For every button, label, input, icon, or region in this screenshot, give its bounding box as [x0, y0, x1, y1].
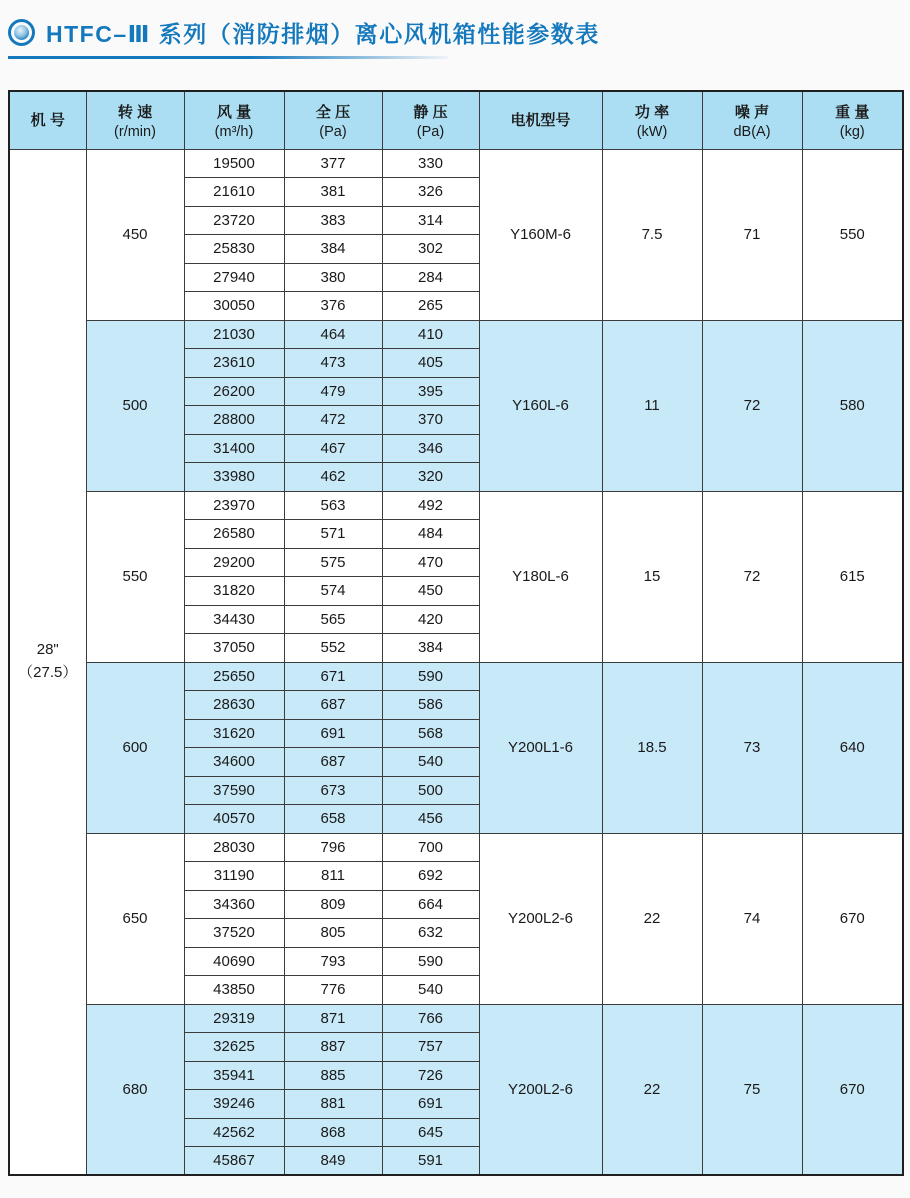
cell-total-pressure: 871 — [284, 1004, 382, 1033]
cell-motor-model: Y200L2-6 — [479, 1004, 602, 1175]
cell-motor-model: Y200L1-6 — [479, 662, 602, 833]
cell-flow: 42562 — [184, 1118, 284, 1147]
cell-flow: 29319 — [184, 1004, 284, 1033]
cell-static-pressure: 484 — [382, 520, 479, 549]
cell-static-pressure: 500 — [382, 776, 479, 805]
cell-noise: 72 — [702, 491, 802, 662]
cell-flow: 23970 — [184, 491, 284, 520]
cell-noise: 73 — [702, 662, 802, 833]
cell-power: 22 — [602, 1004, 702, 1175]
cell-static-pressure: 405 — [382, 349, 479, 378]
cell-static-pressure: 632 — [382, 919, 479, 948]
cell-noise: 72 — [702, 320, 802, 491]
cell-weight: 670 — [802, 1004, 903, 1175]
bullseye-icon — [8, 19, 35, 46]
cell-flow: 25830 — [184, 235, 284, 264]
cell-power: 15 — [602, 491, 702, 662]
cell-speed: 680 — [86, 1004, 184, 1175]
cell-flow: 21610 — [184, 178, 284, 207]
cell-total-pressure: 574 — [284, 577, 382, 606]
cell-flow: 34600 — [184, 748, 284, 777]
cell-weight: 670 — [802, 833, 903, 1004]
table-row — [9, 149, 903, 178]
cell-static-pressure: 590 — [382, 662, 479, 691]
cell-static-pressure: 370 — [382, 406, 479, 435]
cell-static-pressure: 384 — [382, 634, 479, 663]
cell-static-pressure: 700 — [382, 833, 479, 862]
cell-static-pressure: 395 — [382, 377, 479, 406]
cell-total-pressure: 381 — [284, 178, 382, 207]
cell-flow: 28800 — [184, 406, 284, 435]
cell-power: 22 — [602, 833, 702, 1004]
cell-total-pressure: 796 — [284, 833, 382, 862]
cell-total-pressure: 563 — [284, 491, 382, 520]
cell-total-pressure: 887 — [284, 1033, 382, 1062]
cell-flow: 19500 — [184, 149, 284, 178]
table-header-row — [9, 91, 903, 149]
cell-noise: 74 — [702, 833, 802, 1004]
cell-flow: 30050 — [184, 292, 284, 321]
cell-static-pressure: 284 — [382, 263, 479, 292]
cell-flow: 40570 — [184, 805, 284, 834]
cell-speed: 450 — [86, 149, 184, 320]
cell-static-pressure: 766 — [382, 1004, 479, 1033]
cell-power: 18.5 — [602, 662, 702, 833]
cell-total-pressure: 575 — [284, 548, 382, 577]
cell-flow: 33980 — [184, 463, 284, 492]
cell-static-pressure: 265 — [382, 292, 479, 321]
cell-total-pressure: 565 — [284, 605, 382, 634]
cell-noise: 71 — [702, 149, 802, 320]
cell-static-pressure: 645 — [382, 1118, 479, 1147]
cell-total-pressure: 462 — [284, 463, 382, 492]
cell-weight: 580 — [802, 320, 903, 491]
cell-flow: 34360 — [184, 890, 284, 919]
cell-total-pressure: 811 — [284, 862, 382, 891]
page-header — [0, 0, 910, 59]
cell-total-pressure: 881 — [284, 1090, 382, 1119]
cell-total-pressure: 868 — [284, 1118, 382, 1147]
cell-static-pressure: 540 — [382, 748, 479, 777]
cell-noise: 75 — [702, 1004, 802, 1175]
cell-weight: 615 — [802, 491, 903, 662]
cell-total-pressure: 793 — [284, 947, 382, 976]
cell-flow: 34430 — [184, 605, 284, 634]
cell-total-pressure: 467 — [284, 434, 382, 463]
cell-flow: 35941 — [184, 1061, 284, 1090]
cell-speed: 600 — [86, 662, 184, 833]
cell-static-pressure: 586 — [382, 691, 479, 720]
table-row — [9, 320, 903, 349]
cell-total-pressure: 464 — [284, 320, 382, 349]
cell-flow: 25650 — [184, 662, 284, 691]
cell-speed: 500 — [86, 320, 184, 491]
cell-total-pressure: 671 — [284, 662, 382, 691]
cell-total-pressure: 472 — [284, 406, 382, 435]
cell-total-pressure: 552 — [284, 634, 382, 663]
bullseye-icon-center — [14, 25, 29, 40]
table-row — [9, 491, 903, 520]
cell-total-pressure: 376 — [284, 292, 382, 321]
cell-static-pressure: 456 — [382, 805, 479, 834]
cell-flow: 31620 — [184, 719, 284, 748]
table-row — [9, 1004, 903, 1033]
cell-flow: 26200 — [184, 377, 284, 406]
cell-static-pressure: 726 — [382, 1061, 479, 1090]
cell-total-pressure: 377 — [284, 149, 382, 178]
cell-total-pressure: 571 — [284, 520, 382, 549]
cell-flow: 31820 — [184, 577, 284, 606]
cell-flow: 31400 — [184, 434, 284, 463]
cell-machine-number: 28" （27.5） — [9, 149, 86, 1175]
table-row — [9, 662, 903, 691]
cell-total-pressure: 809 — [284, 890, 382, 919]
cell-static-pressure: 326 — [382, 178, 479, 207]
page-title: HTFC–Ⅲ 系列（消防排烟）离心风机箱性能参数表 — [46, 21, 600, 47]
cell-flow: 37590 — [184, 776, 284, 805]
cell-static-pressure: 691 — [382, 1090, 479, 1119]
cell-total-pressure: 479 — [284, 377, 382, 406]
cell-flow: 26580 — [184, 520, 284, 549]
cell-flow: 40690 — [184, 947, 284, 976]
header-power: 功 率 (kW) — [602, 91, 702, 149]
cell-static-pressure: 450 — [382, 577, 479, 606]
header-machine-number: 机 号 — [9, 91, 86, 149]
cell-total-pressure: 885 — [284, 1061, 382, 1090]
cell-static-pressure: 410 — [382, 320, 479, 349]
cell-total-pressure: 776 — [284, 976, 382, 1005]
cell-motor-model: Y200L2-6 — [479, 833, 602, 1004]
cell-total-pressure: 473 — [284, 349, 382, 378]
cell-static-pressure: 330 — [382, 149, 479, 178]
cell-static-pressure: 692 — [382, 862, 479, 891]
cell-flow: 43850 — [184, 976, 284, 1005]
cell-static-pressure: 320 — [382, 463, 479, 492]
cell-static-pressure: 492 — [382, 491, 479, 520]
cell-total-pressure: 384 — [284, 235, 382, 264]
cell-total-pressure: 687 — [284, 748, 382, 777]
cell-total-pressure: 849 — [284, 1147, 382, 1176]
cell-static-pressure: 757 — [382, 1033, 479, 1062]
performance-table — [8, 90, 904, 1176]
cell-static-pressure: 540 — [382, 976, 479, 1005]
cell-flow: 45867 — [184, 1147, 284, 1176]
cell-motor-model: Y160L-6 — [479, 320, 602, 491]
table-row — [9, 833, 903, 862]
cell-total-pressure: 658 — [284, 805, 382, 834]
cell-static-pressure: 470 — [382, 548, 479, 577]
cell-static-pressure: 590 — [382, 947, 479, 976]
cell-flow: 37520 — [184, 919, 284, 948]
cell-weight: 550 — [802, 149, 903, 320]
cell-total-pressure: 805 — [284, 919, 382, 948]
cell-flow: 32625 — [184, 1033, 284, 1062]
cell-speed: 650 — [86, 833, 184, 1004]
header-weight: 重 量 (kg) — [802, 91, 903, 149]
cell-motor-model: Y180L-6 — [479, 491, 602, 662]
cell-flow: 37050 — [184, 634, 284, 663]
cell-total-pressure: 380 — [284, 263, 382, 292]
cell-flow: 29200 — [184, 548, 284, 577]
cell-flow: 27940 — [184, 263, 284, 292]
cell-flow: 23610 — [184, 349, 284, 378]
cell-weight: 640 — [802, 662, 903, 833]
cell-total-pressure: 691 — [284, 719, 382, 748]
cell-total-pressure: 673 — [284, 776, 382, 805]
header-speed: 转 速 (r/min) — [86, 91, 184, 149]
header-motor-model: 电机型号 — [479, 91, 602, 149]
cell-total-pressure: 687 — [284, 691, 382, 720]
header-total-pressure: 全 压 (Pa) — [284, 91, 382, 149]
cell-flow: 39246 — [184, 1090, 284, 1119]
cell-static-pressure: 346 — [382, 434, 479, 463]
cell-static-pressure: 664 — [382, 890, 479, 919]
cell-static-pressure: 314 — [382, 206, 479, 235]
cell-static-pressure: 302 — [382, 235, 479, 264]
cell-speed: 550 — [86, 491, 184, 662]
cell-static-pressure: 420 — [382, 605, 479, 634]
cell-flow: 23720 — [184, 206, 284, 235]
cell-flow: 28630 — [184, 691, 284, 720]
cell-static-pressure: 591 — [382, 1147, 479, 1176]
cell-motor-model: Y160M-6 — [479, 149, 602, 320]
cell-power: 7.5 — [602, 149, 702, 320]
header-air-flow: 风 量 (m³/h) — [184, 91, 284, 149]
title-underline — [8, 56, 448, 59]
cell-flow: 28030 — [184, 833, 284, 862]
cell-flow: 31190 — [184, 862, 284, 891]
cell-total-pressure: 383 — [284, 206, 382, 235]
header-static-pressure: 静 压 (Pa) — [382, 91, 479, 149]
cell-flow: 21030 — [184, 320, 284, 349]
header-noise: 噪 声 dB(A) — [702, 91, 802, 149]
cell-static-pressure: 568 — [382, 719, 479, 748]
cell-power: 11 — [602, 320, 702, 491]
